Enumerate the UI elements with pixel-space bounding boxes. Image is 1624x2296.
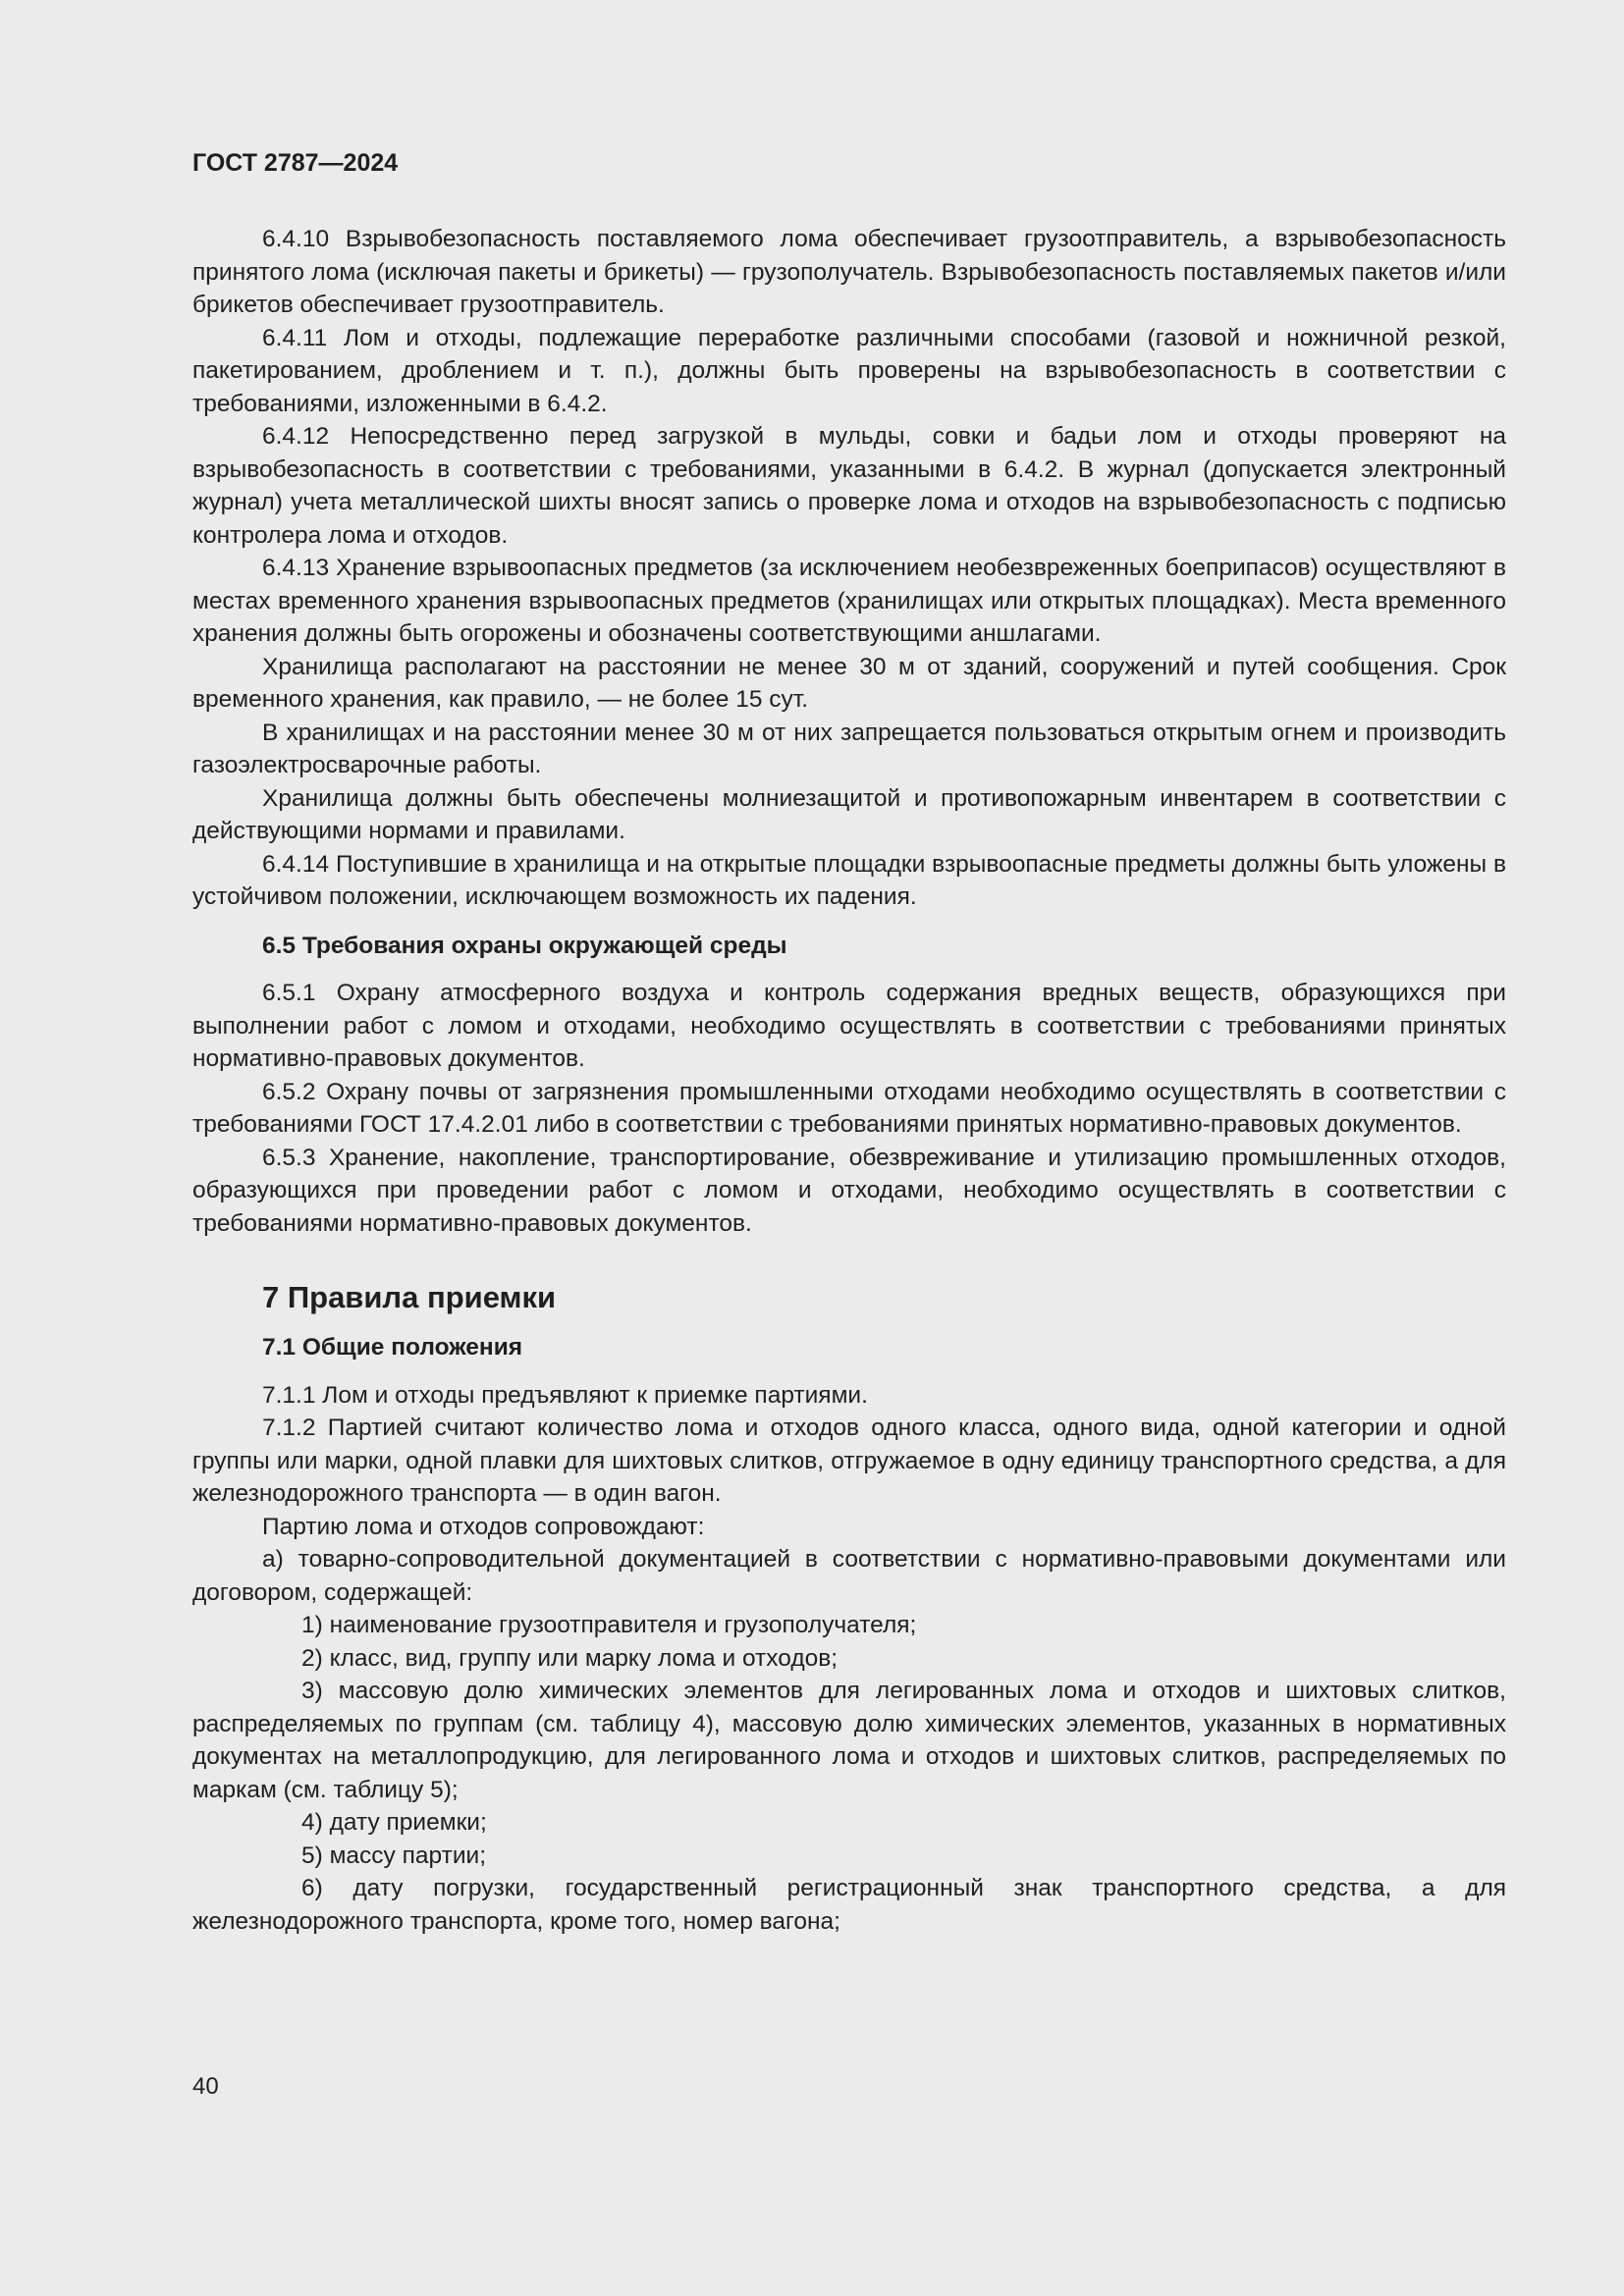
list-item-a: а) товарно-сопроводительной документацией в соответствии с нормативно-правовыми документами или договором, содержащей: bbox=[192, 1546, 1506, 1606]
document-body bbox=[192, 223, 1506, 1938]
section-heading-7-1: 7.1 Общие положения bbox=[262, 1334, 523, 1361]
chapter-heading-7: 7 Правила приемки bbox=[262, 1280, 557, 1314]
paragraph-6-5-3: 6.5.3 Хранение, накопление, транспортирование, обезвреживание и утилизацию промышленных отходов, образующихся при проведении работ с ломом и отходами, необходимо осуществлять в соответствии с требованиями нормативно-правовых документов. bbox=[192, 1144, 1506, 1237]
paragraph-7-1-2: 7.1.2 Партией считают количество лома и отходов одного класса, одного вида, одной категории и одной группы или марки, одной плавки для шихтовых слитков, отгружаемое в одну единицу транспортного средства, а для железнодорожного транспорта — в один вагон. bbox=[192, 1415, 1506, 1507]
list-subitem-1: 1) наименование грузоотправителя и грузополучателя; bbox=[301, 1612, 917, 1638]
paragraph-7-1-1: 7.1.1 Лом и отходы предъявляют к приемке партиями. bbox=[262, 1381, 868, 1409]
paragraph-6-4-12: 6.4.12 Непосредственно перед загрузкой в мульды, совки и бадьи лом и отходы проверяют на взрывобезопасность в соответствии с требованиями, указанными в 6.4.2. В журнал (допускается электронный журнал) учета металлической шихты вносят запись о проверке лома и отходов на взрывобезопасность с подписью контролера лома и отходов. bbox=[192, 423, 1506, 549]
paragraph-batch-accompanied: Партию лома и отходов сопровождают: bbox=[262, 1513, 705, 1540]
list-subitem-2: 2) класс, вид, группу или марку лома и отходов; bbox=[301, 1644, 839, 1672]
page-number: 40 bbox=[192, 2073, 219, 2100]
list-subitem-4: 4) дату приемки; bbox=[301, 1809, 487, 1836]
paragraph-6-4-13: 6.4.13 Хранение взрывоопасных предметов (за исключением необезвреженных боеприпасов) осуществляют в местах временного хранения взрывоопасных предметов (хранилищах или открытых площадках). Места временного хранения должны быть огорожены и обозначены соответствующими аншлагами. bbox=[192, 555, 1506, 647]
paragraph-6-4-10: 6.4.10 Взрывобезопасность поставляемого лома обеспечивает грузоотправитель, а взрывобезопасность принятого лома (исключая пакеты и брикеты) — грузополучатель. Взрывобезопасность поставляемых пакетов и/или брикетов обеспечивает грузоотправитель. bbox=[192, 226, 1506, 318]
paragraph-storage-distance: Хранилища располагают на расстоянии не менее 30 м от зданий, сооружений и путей сообщения. Срок временного хранения, как правило, — не более 15 сут. bbox=[192, 653, 1506, 713]
paragraph-storage-fire: В хранилищах и на расстоянии менее 30 м от них запрещается пользоваться открытым огнем и производить газоэлектросварочные работы. bbox=[192, 719, 1506, 778]
document-code-header: ГОСТ 2787—2024 bbox=[192, 149, 399, 177]
paragraph-6-5-2: 6.5.2 Охрану почвы от загрязнения промышленными отходами необходимо осуществлять в соответствии с требованиями ГОСТ 17.4.2.01 либо в соответствии с требованиями принятых нормативно-правовых документов. bbox=[192, 1078, 1506, 1138]
list-subitem-3: 3) массовую долю химических элементов для легированных лома и отходов и шихтовых слитков, распределяемых по группам (см. таблицу 4), массовую долю химических элементов, указанных в нормативных документах на металлопродукцию, для легированного лома и отходов и шихтовых слитков, распределяемых по маркам (см. таблицу 5); bbox=[192, 1678, 1506, 1803]
paragraph-6-4-11: 6.4.11 Лом и отходы, подлежащие переработке различными способами (газовой и ножничной резкой, пакетированием, дроблением и т. п.), должны быть проверены на взрывобезопасность в соответствии с требованиями, изложенными в 6.4.2. bbox=[192, 324, 1506, 417]
paragraph-6-5-1: 6.5.1 Охрану атмосферного воздуха и контроль содержания вредных веществ, образующихся при выполнении работ с ломом и отходами, необходимо осуществлять в соответствии с требованиями принятых нормативно-правовых документов. bbox=[192, 980, 1506, 1072]
list-subitem-5: 5) массу партии; bbox=[301, 1842, 486, 1869]
list-subitem-6: 6) дату погрузки, государственный регистрационный знак транспортного средства, а для железнодорожного транспорта, кроме того, номер вагона; bbox=[192, 1875, 1506, 1935]
paragraph-6-4-14: 6.4.14 Поступившие в хранилища и на открытые площадки взрывоопасные предметы должны быть уложены в устойчивом положении, исключающем возможность их падения. bbox=[192, 850, 1506, 910]
paragraph-storage-protection: Хранилища должны быть обеспечены молниезащитой и противопожарным инвентарем в соответствии с действующими нормами и правилами. bbox=[192, 784, 1506, 844]
section-heading-6-5: 6.5 Требования охраны окружающей среды bbox=[262, 932, 787, 959]
